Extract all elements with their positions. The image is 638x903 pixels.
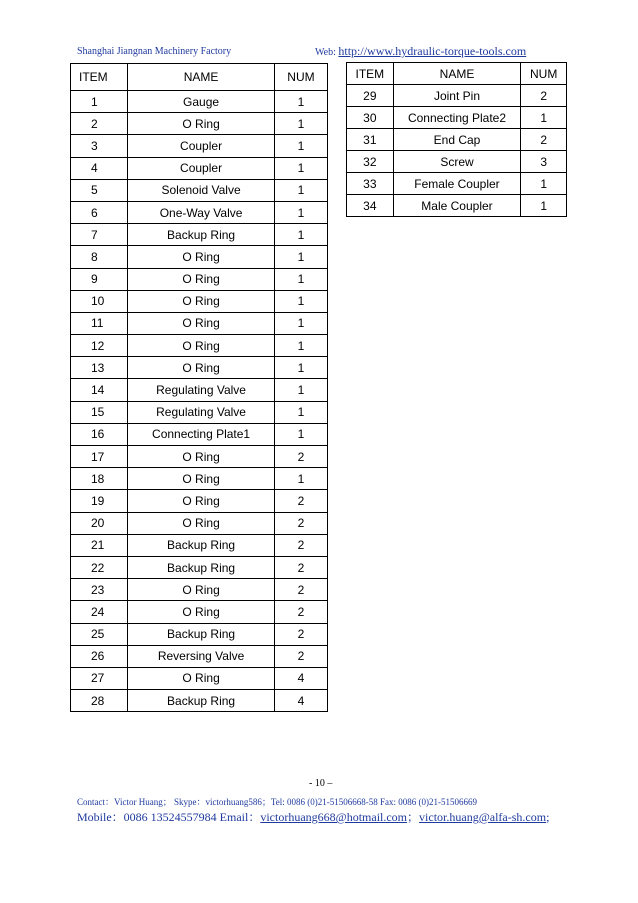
cell-name: O Ring [128, 667, 275, 689]
web-url-link[interactable]: http://www.hydraulic-torque-tools.com [338, 44, 527, 58]
cell-item: 9 [71, 268, 128, 290]
cell-name: Male Coupler [393, 195, 521, 217]
table-row [71, 601, 328, 623]
column-header-item: ITEM [347, 63, 394, 85]
table-row [347, 129, 567, 151]
table-row [71, 179, 328, 201]
table-row [71, 379, 328, 401]
cell-item: 16 [71, 423, 128, 445]
cell-item: 29 [347, 85, 394, 107]
table-row [71, 401, 328, 423]
cell-num: 1 [274, 157, 327, 179]
cell-num: 1 [274, 379, 327, 401]
cell-num: 1 [521, 107, 567, 129]
cell-name: Coupler [128, 157, 275, 179]
table-row [71, 446, 328, 468]
table-header-row [347, 63, 567, 85]
cell-item: 7 [71, 224, 128, 246]
cell-item: 18 [71, 468, 128, 490]
cell-num: 1 [274, 91, 327, 113]
table-row [71, 312, 328, 334]
cell-name: Female Coupler [393, 173, 521, 195]
table-row [71, 135, 328, 157]
cell-name: Backup Ring [128, 534, 275, 556]
cell-name: Joint Pin [393, 85, 521, 107]
cell-name: Coupler [128, 135, 275, 157]
cell-num: 2 [274, 556, 327, 578]
cell-name: Solenoid Valve [128, 179, 275, 201]
cell-item: 26 [71, 645, 128, 667]
company-name: Shanghai Jiangnan Machinery Factory [77, 46, 232, 57]
parts-table-right [346, 62, 567, 217]
cell-name: O Ring [128, 601, 275, 623]
cell-num: 2 [274, 512, 327, 534]
table-row [347, 173, 567, 195]
cell-num: 3 [521, 151, 567, 173]
table-row [71, 290, 328, 312]
cell-item: 34 [347, 195, 394, 217]
table-row [71, 556, 328, 578]
footer-mobile-email-line [77, 808, 549, 825]
cell-name: Regulating Valve [128, 379, 275, 401]
cell-num: 1 [274, 401, 327, 423]
cell-name: O Ring [128, 290, 275, 312]
table-row [71, 512, 328, 534]
cell-num: 1 [521, 195, 567, 217]
cell-item: 17 [71, 446, 128, 468]
cell-num: 2 [274, 446, 327, 468]
cell-num: 1 [274, 423, 327, 445]
footer-contact-line: Contact：Victor Huang； Skype：victorhuang586；Tel: 0086 (0)21-51506668-58 Fax: 0086 (0)21-51506669 [77, 797, 478, 807]
cell-item: 31 [347, 129, 394, 151]
cell-item: 20 [71, 512, 128, 534]
cell-num: 2 [274, 623, 327, 645]
cell-num: 1 [274, 312, 327, 334]
cell-item: 11 [71, 312, 128, 334]
email-link-hotmail[interactable]: victorhuang668@hotmail.com [260, 810, 408, 824]
cell-item: 23 [71, 579, 128, 601]
cell-item: 3 [71, 135, 128, 157]
cell-num: 4 [274, 690, 327, 712]
cell-name: O Ring [128, 357, 275, 379]
cell-item: 8 [71, 246, 128, 268]
cell-item: 15 [71, 401, 128, 423]
table-row [71, 246, 328, 268]
cell-name: O Ring [128, 446, 275, 468]
cell-num: 1 [274, 357, 327, 379]
cell-name: Backup Ring [128, 623, 275, 645]
cell-num: 1 [274, 335, 327, 357]
cell-name: O Ring [128, 268, 275, 290]
table-row [71, 468, 328, 490]
table-row [71, 423, 328, 445]
cell-num: 2 [274, 490, 327, 512]
cell-item: 4 [71, 157, 128, 179]
cell-item: 2 [71, 113, 128, 135]
web-address [315, 44, 526, 59]
cell-name: Gauge [128, 91, 275, 113]
cell-name: Connecting Plate1 [128, 423, 275, 445]
table-header-row [71, 64, 328, 91]
cell-num: 2 [274, 645, 327, 667]
cell-name: O Ring [128, 512, 275, 534]
table-row [71, 357, 328, 379]
cell-num: 1 [274, 268, 327, 290]
cell-num: 1 [274, 290, 327, 312]
table-row [71, 268, 328, 290]
cell-item: 25 [71, 623, 128, 645]
table-row [71, 623, 328, 645]
cell-num: 1 [274, 135, 327, 157]
cell-item: 13 [71, 357, 128, 379]
cell-item: 27 [71, 667, 128, 689]
cell-num: 1 [274, 224, 327, 246]
column-header-item: ITEM [71, 64, 128, 91]
page-number: - 10 – [309, 778, 333, 789]
table-row [71, 690, 328, 712]
cell-num: 1 [274, 201, 327, 223]
cell-item: 28 [71, 690, 128, 712]
cell-num: 4 [274, 667, 327, 689]
table-row [71, 534, 328, 556]
cell-item: 21 [71, 534, 128, 556]
table-row [71, 201, 328, 223]
cell-num: 2 [274, 601, 327, 623]
cell-item: 1 [71, 91, 128, 113]
table-row [71, 91, 328, 113]
cell-item: 12 [71, 335, 128, 357]
cell-item: 33 [347, 173, 394, 195]
table-row [71, 645, 328, 667]
footer-end: ; [546, 810, 550, 824]
email-link-alfa[interactable]: victor.huang@alfa-sh.com [419, 810, 547, 824]
cell-name: Backup Ring [128, 224, 275, 246]
cell-item: 19 [71, 490, 128, 512]
cell-item: 14 [71, 379, 128, 401]
table-row [71, 157, 328, 179]
cell-name: O Ring [128, 312, 275, 334]
cell-num: 1 [521, 173, 567, 195]
parts-table-left [70, 63, 328, 712]
cell-num: 2 [274, 579, 327, 601]
cell-num: 2 [521, 85, 567, 107]
cell-name: O Ring [128, 468, 275, 490]
table-row [71, 224, 328, 246]
cell-name: Connecting Plate2 [393, 107, 521, 129]
cell-name: Reversing Valve [128, 645, 275, 667]
cell-item: 5 [71, 179, 128, 201]
footer-mobile: Mobile：0086 13524557984 Email： [77, 810, 261, 824]
cell-num: 2 [521, 129, 567, 151]
web-label: Web: [315, 47, 339, 58]
column-header-num: NUM [274, 64, 327, 91]
cell-name: Screw [393, 151, 521, 173]
table-row [71, 579, 328, 601]
table-row [347, 107, 567, 129]
cell-item: 24 [71, 601, 128, 623]
table-row [71, 490, 328, 512]
cell-num: 1 [274, 113, 327, 135]
column-header-name: NAME [393, 63, 521, 85]
cell-num: 1 [274, 179, 327, 201]
cell-name: Backup Ring [128, 690, 275, 712]
table-row [347, 85, 567, 107]
cell-name: Backup Ring [128, 556, 275, 578]
cell-name: O Ring [128, 113, 275, 135]
cell-name: Regulating Valve [128, 401, 275, 423]
table-row [347, 195, 567, 217]
cell-item: 30 [347, 107, 394, 129]
cell-item: 32 [347, 151, 394, 173]
cell-name: O Ring [128, 335, 275, 357]
column-header-num: NUM [521, 63, 567, 85]
cell-name: End Cap [393, 129, 521, 151]
cell-name: O Ring [128, 246, 275, 268]
cell-name: One-Way Valve [128, 201, 275, 223]
cell-item: 10 [71, 290, 128, 312]
cell-num: 2 [274, 534, 327, 556]
table-row [71, 667, 328, 689]
footer-separator: ； [407, 810, 420, 824]
cell-num: 1 [274, 246, 327, 268]
cell-num: 1 [274, 468, 327, 490]
table-row [347, 151, 567, 173]
table-row [71, 335, 328, 357]
cell-name: O Ring [128, 579, 275, 601]
column-header-name: NAME [128, 64, 275, 91]
cell-item: 22 [71, 556, 128, 578]
cell-item: 6 [71, 201, 128, 223]
cell-name: O Ring [128, 490, 275, 512]
table-row [71, 113, 328, 135]
